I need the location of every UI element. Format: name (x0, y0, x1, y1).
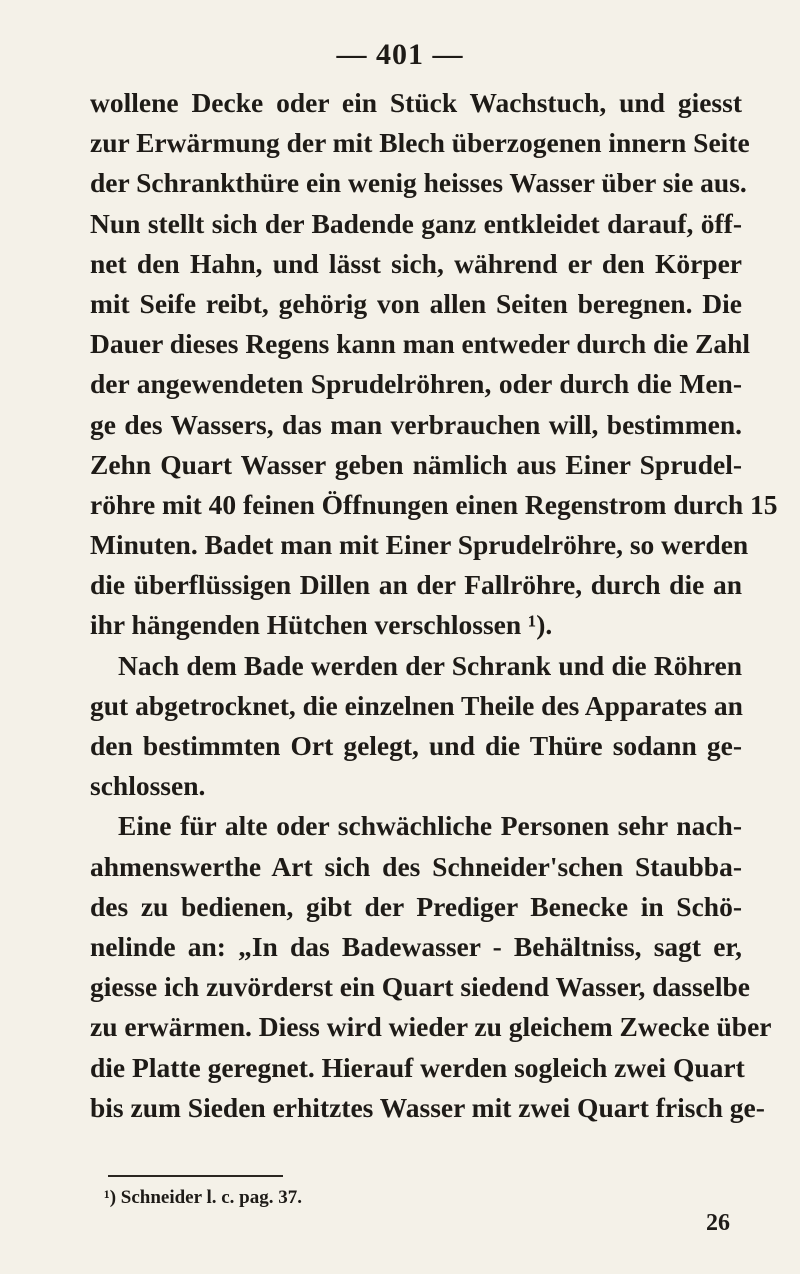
text-line-4: Nun stellt sich der Badende ganz entkleidet darauf, öff- (90, 207, 742, 239)
text-line-2: zur Erwärmung der mit Blech überzogenen innern Seite (90, 127, 750, 159)
text-line-19: Eine für alte oder schwächliche Personen sehr nach- (118, 810, 742, 842)
text-line-7: Dauer dieses Regens kann man entweder durch die Zahl (90, 328, 751, 360)
text-line-12: Minuten. Badet man mit Einer Sprudelröhre, so werden (90, 529, 749, 561)
text-line-21: des zu bedienen, gibt der Prediger Benecke in Schö- (90, 890, 742, 922)
text-line-16: gut abgetrocknet, die einzelnen Theile des Apparates an (90, 689, 743, 721)
text-line-15: Nach dem Bade werden der Schrank und die Röhren (118, 649, 742, 681)
text-line-3: der Schrankthüre ein wenig heisses Wasser über sie aus. (90, 167, 747, 199)
text-line-24: zu erwärmen. Diess wird wieder zu gleichem Zwecke über (90, 1011, 772, 1043)
text-line-6: mit Seife reibt, gehörig von allen Seiten beregnen. Die (90, 287, 742, 319)
text-line-10: Zehn Quart Wasser geben nämlich aus Einer Sprudel- (90, 448, 742, 480)
text-line-20: ahmenswerthe Art sich des Schneider'schen Staubba- (90, 850, 742, 882)
page-number-header: — 401 — (336, 38, 464, 71)
text-line-13: die überflüssigen Dillen an der Fallröhre, durch die an (90, 569, 742, 601)
text-line-11: röhre mit 40 feinen Öffnungen einen Regenstrom durch 15 (90, 488, 778, 520)
text-line-18: schlossen. (90, 770, 206, 802)
text-line-9: ge des Wassers, das man verbrauchen will, bestimmen. (90, 408, 742, 440)
body-text (90, 83, 778, 1128)
text-line-26: bis zum Sieden erhitztes Wasser mit zwei Quart frisch ge- (90, 1091, 765, 1123)
footnote: ¹) Schneider l. c. pag. 37. (104, 1187, 302, 1208)
printer-signature-mark: 26 (706, 1210, 730, 1236)
text-line-23: giesse ich zuvörderst ein Quart siedend Wasser, dasselbe (90, 971, 751, 1003)
text-line-1: wollene Decke oder ein Stück Wachstuch, und giesst (90, 87, 742, 118)
text-line-5: net den Hahn, und lässt sich, während er den Körper (90, 247, 742, 279)
text-line-25: die Platte geregnet. Hierauf werden sogleich zwei Quart (90, 1051, 745, 1083)
text-line-22: nelinde an: „In das Badewasser - Behältniss, sagt er, (90, 930, 742, 962)
footnote-divider (108, 1175, 283, 1177)
text-line-8: der angewendeten Sprudelröhren, oder durch die Men- (90, 368, 742, 400)
text-line-17: den bestimmten Ort gelegt, und die Thüre sodann ge- (90, 730, 742, 761)
text-line-14: ihr hängenden Hütchen verschlossen ¹). (90, 609, 553, 641)
